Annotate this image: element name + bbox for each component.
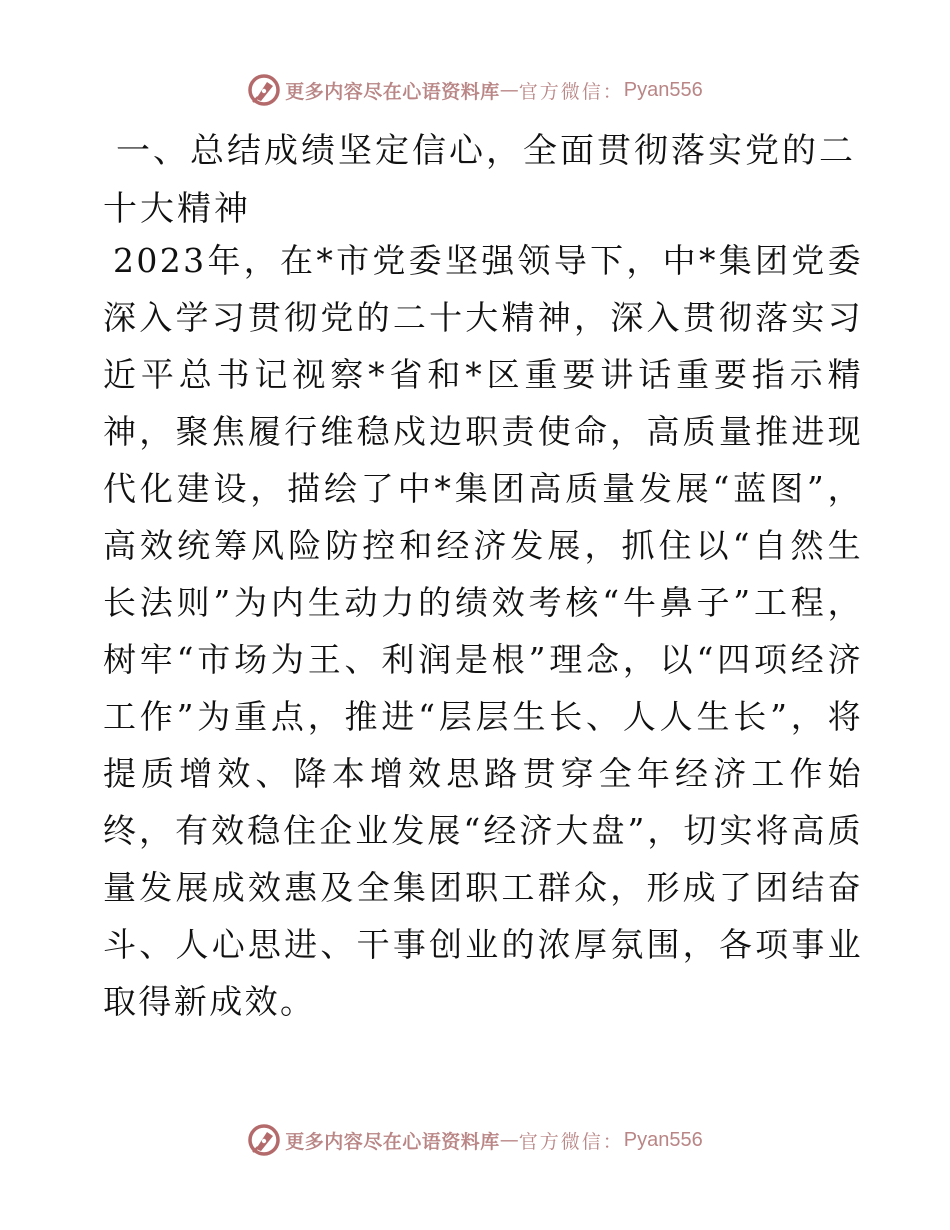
watermark-wechat-label: 官方微信： [518,80,624,103]
watermark-brand-text: 更多内容尽在心语资料库 [285,80,500,103]
section-heading [103,122,863,238]
watermark-wechat-id: Pyan556 [623,78,703,101]
body-paragraph-text: 2023年，在*市党委坚强领导下，中*集团党委深入学习贯彻党的二十大精神，深入贯彻落实习近平总书记视察*省和*区重要讲话重要指示精神，聚焦履行维稳戍边职责使命，高质量推进现代化建设，描绘了中*集团高质量发展“蓝图”，高效统筹风险防控和经济发展，抓住以“自然生长法则”为内生动力的绩效考核“牛鼻子”工程，树牢“市场为王、利润是根”理念，以“四项经济工作”为重点，推进“层层生长、人人生长”，将提质增效、降本增效思路贯穿全年经济工作始终，有效稳住企业发展“经济大盘”，切实将高质量发展成效惠及全集团职工群众，形成了团结奋斗、人心思进、干事创业的浓厚氛围，各项事业取得新成效。 [103,241,863,1021]
watermark-wechat-id: Pyan556 [623,1128,703,1151]
pen-nib-logo-icon [247,73,281,107]
body-paragraph [103,232,863,1030]
watermark-brand-text: 更多内容尽在心语资料库 [285,1130,500,1153]
pen-nib-logo-icon [247,1123,281,1157]
section-heading-text: 一、总结成绩坚定信心，全面贯彻落实党的二十大精神 [103,131,856,229]
watermark-separator: — [499,79,519,101]
header-watermark [0,70,950,110]
watermark-wechat-label: 官方微信： [518,1130,624,1153]
watermark-separator: — [499,1129,519,1151]
footer-watermark [0,1120,950,1160]
